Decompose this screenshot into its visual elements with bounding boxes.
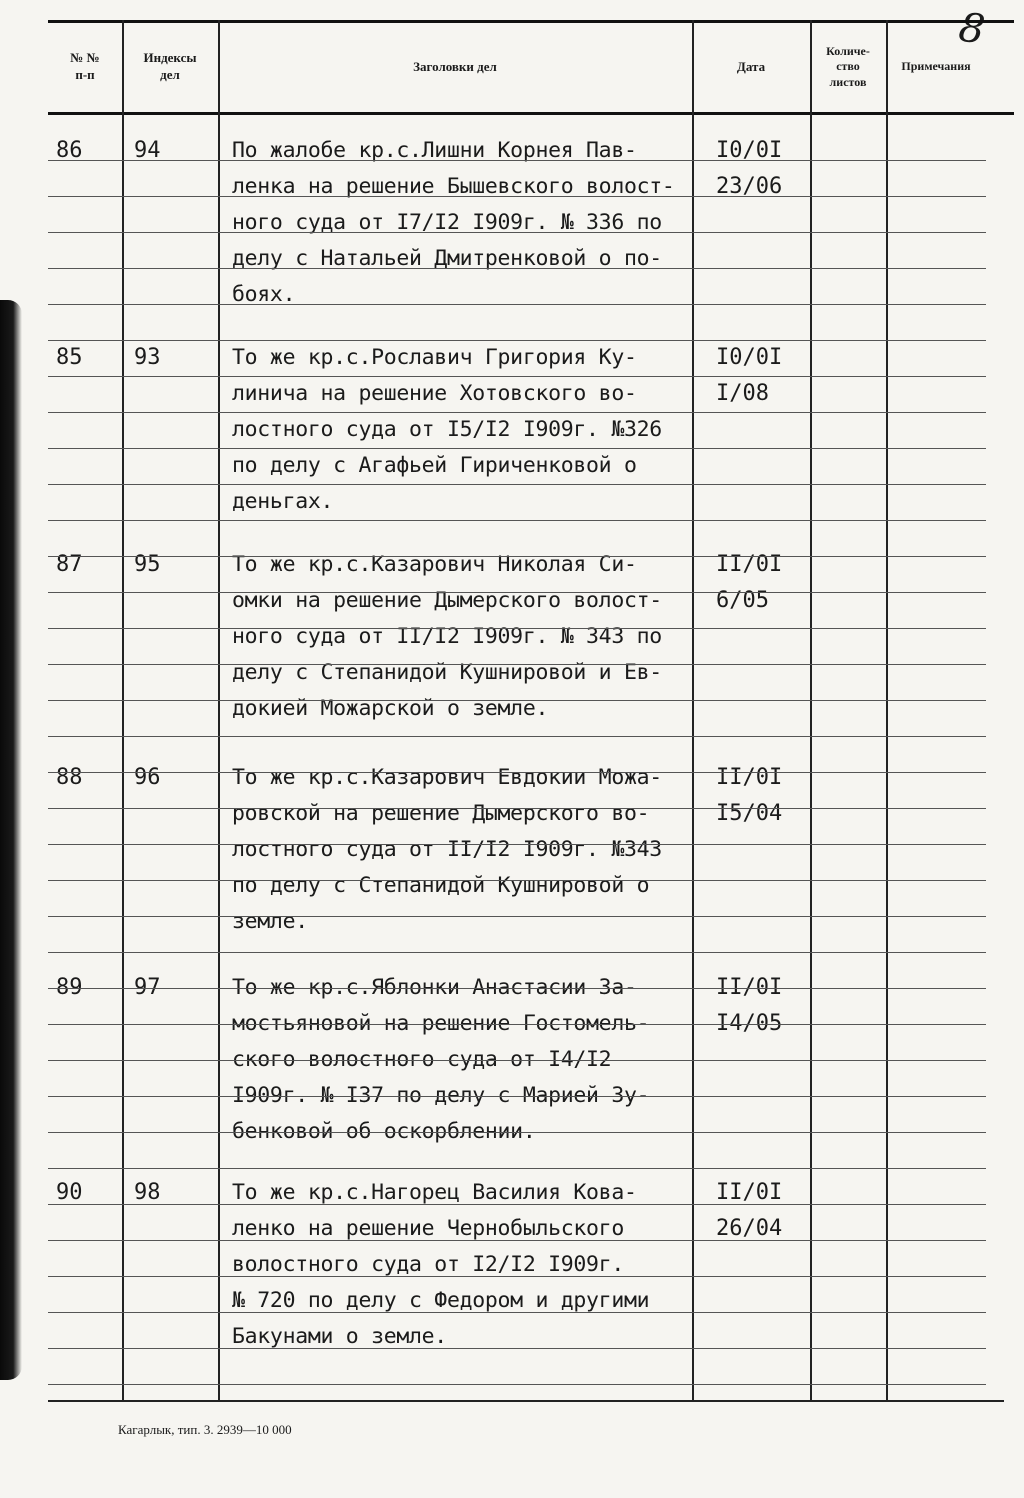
ledger-rule (48, 304, 986, 305)
record-title-line: То же кр.с.Казарович Николая Си- (232, 552, 637, 577)
ledger-rule (48, 232, 986, 233)
ledger-rule (48, 1240, 986, 1241)
ledger-rule (48, 520, 986, 521)
ledger-rule (48, 952, 986, 953)
ledger-rule (48, 556, 986, 557)
header-title-text: Заголовки дел (413, 58, 497, 74)
ledger-rule (48, 844, 986, 845)
ledger-rule (48, 268, 986, 269)
page-number: 8 (955, 4, 988, 54)
record-number: 87 (56, 552, 83, 577)
table-header-rule (48, 112, 1014, 115)
record-number: 86 (56, 138, 83, 163)
record-number: 85 (56, 345, 83, 370)
ledger-rule (48, 196, 986, 197)
record-title-line: земле. (232, 909, 308, 934)
record-title-line: № 720 по делу с Федором и другими (232, 1288, 650, 1313)
record-title-line: деньгах. (232, 489, 334, 514)
record-title-line: По жалобе кр.с.Лишни Корнея Пав- (232, 138, 637, 163)
ledger-rule (48, 1024, 986, 1025)
column-divider (692, 20, 694, 1400)
record-title-line: делу с Степанидой Кушнировой и Ев- (232, 660, 662, 685)
record-date: II/0I (716, 975, 783, 1000)
ledger-rule (48, 988, 986, 989)
record-index: 98 (134, 1180, 161, 1205)
header-date (692, 24, 810, 110)
ledger-rule (48, 484, 986, 485)
record-date: I/08 (716, 381, 769, 406)
record-title-line: ного суда от I7/I2 I909г. № 336 по (232, 210, 662, 235)
record-date: 6/05 (716, 588, 769, 613)
ledger-rule (48, 1204, 986, 1205)
column-divider (218, 20, 220, 1400)
column-divider (122, 20, 124, 1400)
print-footer: Кагарлык, тип. 3. 2939—10 000 (118, 1422, 292, 1437)
header-notes-text: Примечания (901, 59, 971, 74)
record-title-line: То же кр.с.Рославич Григория Ку- (232, 345, 637, 370)
table-top-rule (48, 20, 1014, 23)
ledger-rule (48, 664, 986, 665)
record-title-line: бенковой об оскорблении. (232, 1119, 536, 1144)
ledger-rule (48, 340, 986, 341)
record-title-line: по делу с Степанидой Кушнировой о (232, 873, 650, 898)
table-bottom-rule (48, 1400, 1004, 1402)
record-title-line: лостного суда от I5/I2 I909г. №326 (232, 417, 662, 442)
record-date: 23/06 (716, 174, 783, 199)
record-index: 93 (134, 345, 161, 370)
record-date: I5/04 (716, 801, 783, 826)
header-sheets-line1: Количе- (826, 43, 870, 58)
record-title-line: То же кр.с.Яблонки Анастасии За- (232, 975, 637, 1000)
ledger-rule (48, 1348, 986, 1349)
record-title-line: линича на решение Хотовского во- (232, 381, 637, 406)
record-index: 97 (134, 975, 161, 1000)
record-date: II/0I (716, 552, 783, 577)
record-title-line: I909г. № I37 по делу с Марией Зу- (232, 1083, 650, 1108)
record-title-line: То же кр.с.Нагорец Василия Кова- (232, 1180, 637, 1205)
record-number: 88 (56, 765, 83, 790)
record-index: 95 (134, 552, 161, 577)
column-divider (886, 20, 888, 1400)
header-num-line2: п-п (75, 67, 95, 82)
record-title-line: ровской на решение Дымерского во- (232, 801, 650, 826)
record-index: 96 (134, 765, 161, 790)
header-index (122, 24, 218, 110)
record-title-line: ленко на решение Чернобыльского (232, 1216, 624, 1241)
record-title-line: боях. (232, 282, 296, 307)
record-title-line: по делу с Агафьей Гириченковой о (232, 453, 637, 478)
ledger-rule (48, 160, 986, 161)
ledger-rule (48, 1060, 986, 1061)
header-sheets (810, 24, 886, 110)
record-title-line: Бакунами о земле. (232, 1324, 447, 1349)
ledger-rule (48, 1276, 986, 1277)
record-date: II/0I (716, 1180, 783, 1205)
record-title-line: мостьяновой на решение Гостомель- (232, 1011, 650, 1036)
column-divider (810, 20, 812, 1400)
ledger-rule (48, 628, 986, 629)
ledger-rule (48, 736, 986, 737)
ledger-rule (48, 916, 986, 917)
ledger-rule (48, 1096, 986, 1097)
record-index: 94 (134, 138, 161, 163)
header-index-line2: дел (160, 67, 180, 82)
record-title-line: докией Можарской о земле. (232, 696, 549, 721)
record-title-line: делу с Натальей Дмитренковой о по- (232, 246, 662, 271)
ledger-rule (48, 1132, 986, 1133)
ledger-rule (48, 808, 986, 809)
record-number: 89 (56, 975, 83, 1000)
record-date: 26/04 (716, 1216, 783, 1241)
ledger-rule (48, 772, 986, 773)
header-notes (886, 24, 986, 110)
scan-shadow-edge (0, 300, 22, 1380)
ledger-rule (48, 1168, 986, 1169)
header-date-text: Дата (736, 58, 766, 74)
record-date: II/0I (716, 765, 783, 790)
record-title-line: ского волостного суда от I4/I2 (232, 1047, 612, 1072)
ledger-rule (48, 1384, 986, 1385)
header-num-line1: № № (70, 50, 100, 66)
ledger-rule (48, 412, 986, 413)
record-title-line: ного суда от II/I2 I909г. № 343 по (232, 624, 662, 649)
ledger-rule (48, 1312, 986, 1313)
header-title (218, 24, 692, 110)
record-title-line: омки на решение Дымерского волост- (232, 588, 662, 613)
record-number: 90 (56, 1180, 83, 1205)
header-sheets-line2: ство (836, 59, 860, 74)
header-index-line1: Индексы (143, 50, 197, 66)
record-title-line: волостного суда от I2/I2 I909г. (232, 1252, 624, 1277)
record-date: I0/0I (716, 345, 783, 370)
ledger-rule (48, 592, 986, 593)
record-date: I0/0I (716, 138, 783, 163)
ledger-rule (48, 448, 986, 449)
ledger-rule (48, 700, 986, 701)
ledger-rule (48, 880, 986, 881)
ledger-rule (48, 376, 986, 377)
record-title-line: лостного суда от II/I2 I909г. №343 (232, 837, 662, 862)
header-num (48, 24, 122, 110)
record-title-line: ленка на решение Бышевского волост- (232, 174, 675, 199)
record-title-line: То же кр.с.Казарович Евдокии Можа- (232, 765, 662, 790)
record-date: I4/05 (716, 1011, 783, 1036)
header-sheets-line3: листов (829, 74, 867, 89)
